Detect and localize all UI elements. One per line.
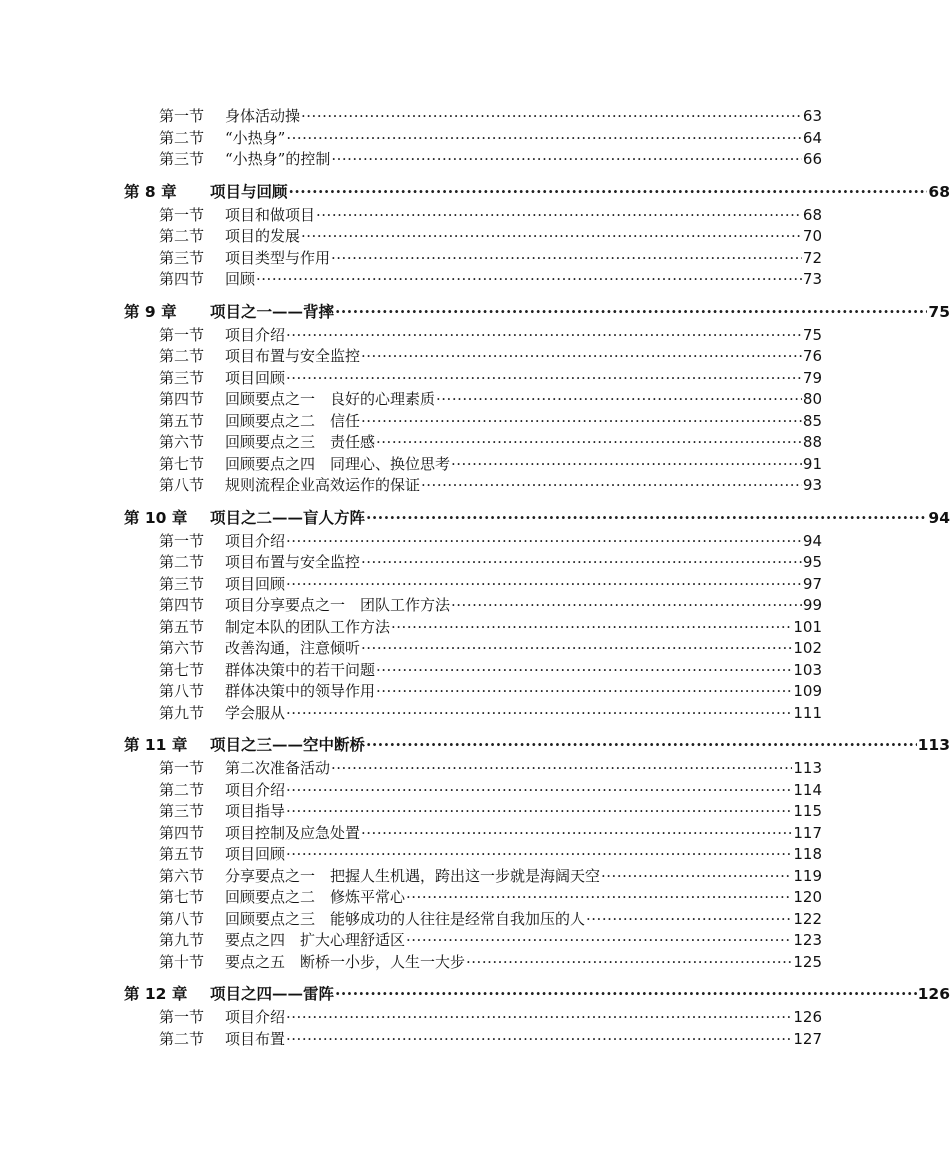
toc-section-entry[interactable] [159,638,822,660]
section-page-number: 118 [793,845,822,863]
section-title: 项目指导 [225,802,286,820]
toc-section-entry[interactable] [159,1029,822,1051]
section-number: 第二节 [159,128,205,147]
section-page-number: 119 [793,866,822,885]
dot-leader [286,574,802,596]
toc-section-entry[interactable] [159,801,822,823]
toc-section-entry[interactable] [159,454,822,476]
section-page-number: 94 [802,531,822,550]
toc-chapter-entry[interactable] [124,981,950,1007]
chapter-page-number: 94 [928,508,950,527]
section-number: 第六节 [159,866,205,885]
dot-leader [466,952,792,974]
section-number: 第四节 [159,596,205,614]
section-number: 第七节 [159,660,205,679]
toc-section-entry[interactable] [159,531,822,553]
chapter-number: 第 10 章 [124,508,188,527]
chapter-number: 第 11 章 [124,736,188,754]
chapter-page-number: 68 [928,182,950,201]
dot-leader [286,844,792,866]
dot-leader [361,823,792,845]
dot-leader [301,226,802,248]
toc-section-entry[interactable] [159,758,822,780]
toc-section-entry[interactable] [159,149,822,171]
dot-leader [286,128,802,150]
toc-group [0,179,950,291]
toc-section-entry[interactable] [159,823,822,845]
section-number: 第五节 [159,617,205,636]
section-page-number: 113 [793,759,822,777]
section-number: 第三节 [159,368,205,387]
section-page-number: 101 [793,617,822,636]
section-title: 项目介绍 [225,1008,286,1026]
toc-section-entry[interactable] [159,660,822,682]
dot-leader [301,106,802,128]
section-title: 项目和做项目 [225,205,316,224]
toc-section-entry[interactable] [159,368,822,390]
section-number: 第十节 [159,952,205,971]
section-number: 第三节 [159,802,205,820]
toc-section-entry[interactable] [159,681,822,703]
toc-group [0,299,950,497]
section-page-number: 103 [793,660,822,679]
section-number: 第三节 [159,574,205,593]
toc-section-entry[interactable] [159,844,822,866]
section-title: 项目的发展 [225,227,301,245]
toc-section-entry[interactable] [159,205,822,227]
toc-section-entry[interactable] [159,475,822,497]
dot-leader [286,325,802,347]
toc-group [0,981,950,1050]
section-number: 第八节 [159,682,205,700]
section-number: 第二节 [159,553,205,571]
section-title: 改善沟通，注意倾听 [225,639,361,657]
dot-leader [451,595,802,617]
section-title: 回顾要点之二 修炼平常心 [225,888,406,906]
table-of-contents [0,106,950,1050]
section-number: 第七节 [159,888,205,906]
toc-section-entry[interactable] [159,106,822,128]
dot-leader [601,866,792,888]
section-number: 第四节 [159,823,205,842]
section-page-number: 72 [802,248,822,267]
section-page-number: 123 [793,931,822,949]
toc-group [0,106,950,171]
toc-section-entry[interactable] [159,552,822,574]
toc-section-entry[interactable] [159,574,822,596]
toc-section-entry[interactable] [159,866,822,888]
section-number: 第二节 [159,347,205,365]
toc-section-entry[interactable] [159,952,822,974]
chapter-page-number: 113 [917,736,950,754]
section-title: “小热身”的控制 [225,150,331,168]
section-page-number: 75 [802,325,822,344]
section-page-number: 79 [802,368,822,387]
section-page-number: 127 [793,1029,822,1048]
toc-section-entry[interactable] [159,909,822,931]
section-page-number: 66 [802,150,822,168]
toc-section-entry[interactable] [159,389,822,411]
dot-leader [286,780,792,802]
dot-leader [361,346,802,368]
toc-section-entry[interactable] [159,128,822,150]
section-page-number: 64 [802,128,822,147]
chapter-title: 项目之二——盲人方阵 [210,507,366,527]
section-title: 项目控制及应急处置 [225,823,361,842]
chapter-title: 项目之一——背摔 [210,301,335,321]
section-page-number: 117 [793,823,822,842]
toc-section-entry[interactable] [159,780,822,802]
chapter-title: 项目与回顾 [210,181,288,201]
section-page-number: 97 [802,574,822,593]
section-page-number: 76 [802,347,822,365]
dot-leader [366,505,927,531]
section-title: 回顾要点之二 信任 [225,411,361,430]
toc-section-entry[interactable] [159,1007,822,1029]
dot-leader [376,681,792,703]
dot-leader [361,638,792,660]
section-title: “小热身” [225,128,286,147]
dot-leader [316,205,802,227]
toc-group [0,505,950,725]
section-number: 第一节 [159,107,205,125]
section-number: 第四节 [159,270,205,288]
section-number: 第七节 [159,454,205,473]
section-title: 第二次准备活动 [225,759,331,777]
section-title: 项目布置与安全监控 [225,347,361,365]
section-page-number: 68 [802,205,822,224]
section-title: 回顾要点之四 同理心、换位思考 [225,454,451,473]
section-title: 项目介绍 [225,531,286,550]
dot-leader [286,368,802,390]
dot-leader [436,389,802,411]
section-title: 项目布置与安全监控 [225,553,361,571]
section-title: 制定本队的团队工作方法 [225,617,391,636]
dot-leader [331,758,792,780]
section-number: 第四节 [159,390,205,408]
section-title: 项目类型与作用 [225,248,331,267]
section-number: 第六节 [159,639,205,657]
section-number: 第八节 [159,476,205,494]
section-page-number: 111 [793,703,822,722]
section-title: 群体决策中的若干问题 [225,660,376,679]
section-title: 群体决策中的领导作用 [225,682,376,700]
section-number: 第五节 [159,845,205,863]
section-page-number: 115 [793,802,822,820]
toc-section-entry[interactable] [159,248,822,270]
toc-chapter-entry[interactable] [124,299,950,325]
section-title: 学会服从 [225,703,286,722]
section-number: 第二节 [159,1029,205,1048]
chapter-page-number: 75 [928,302,950,321]
section-page-number: 63 [802,107,822,125]
toc-group [0,732,950,973]
chapter-number: 第 12 章 [124,985,188,1003]
toc-section-entry[interactable] [159,887,822,909]
dot-leader [391,617,792,639]
dot-leader [331,149,802,171]
toc-section-entry[interactable] [159,432,822,454]
section-page-number: 102 [793,639,822,657]
section-title: 项目回顾 [225,574,286,593]
dot-leader [286,801,792,823]
toc-section-entry[interactable] [159,703,822,725]
section-title: 回顾要点之三 能够成功的人往往是经常自我加压的人 [225,909,586,928]
toc-section-entry[interactable] [159,595,822,617]
toc-section-entry[interactable] [159,346,822,368]
section-page-number: 85 [802,411,822,430]
section-number: 第一节 [159,1008,205,1026]
dot-leader [256,269,802,291]
toc-section-entry[interactable] [159,269,822,291]
section-page-number: 109 [793,682,822,700]
dot-leader [406,930,792,952]
section-title: 项目介绍 [225,325,286,344]
chapter-page-number: 126 [917,985,950,1003]
section-title: 回顾要点之三 责任感 [225,433,376,451]
section-number: 第三节 [159,150,205,168]
section-page-number: 95 [802,553,822,571]
section-number: 第一节 [159,325,205,344]
chapter-title: 项目之三——空中断桥 [210,735,366,754]
dot-leader [451,454,802,476]
section-title: 项目布置 [225,1029,286,1048]
dot-leader [366,732,917,758]
dot-leader [376,660,792,682]
section-page-number: 125 [793,952,822,971]
dot-leader [331,248,802,270]
dot-leader [335,299,927,325]
toc-section-entry[interactable] [159,325,822,347]
section-page-number: 114 [793,780,822,799]
dot-leader [286,531,802,553]
section-page-number: 88 [802,433,822,451]
chapter-title: 项目之四——雷阵 [210,984,335,1003]
section-title: 规则流程企业高效运作的保证 [225,476,421,494]
toc-chapter-entry[interactable] [124,732,950,758]
toc-chapter-entry[interactable] [124,505,950,531]
dot-leader [586,909,792,931]
dot-leader [289,179,928,205]
section-page-number: 126 [793,1008,822,1026]
section-title: 回顾 [225,270,256,288]
dot-leader [286,703,792,725]
dot-leader [361,552,802,574]
section-number: 第八节 [159,909,205,928]
section-page-number: 122 [793,909,822,928]
dot-leader [406,887,792,909]
dot-leader [335,981,917,1007]
section-title: 要点之四 扩大心理舒适区 [225,931,406,949]
dot-leader [286,1007,792,1029]
section-number: 第九节 [159,703,205,722]
section-title: 要点之五 断桥一小步，人生一大步 [225,952,466,971]
section-title: 身体活动操 [225,107,301,125]
chapter-number: 第 8 章 [124,182,177,201]
dot-leader [286,1029,792,1051]
section-number: 第六节 [159,433,205,451]
section-title: 项目介绍 [225,780,286,799]
section-page-number: 99 [802,596,822,614]
toc-section-entry[interactable] [159,930,822,952]
section-number: 第二节 [159,227,205,245]
section-title: 分享要点之一 把握人生机遇，跨出这一步就是海阔天空 [225,866,601,885]
section-number: 第三节 [159,248,205,267]
section-number: 第二节 [159,780,205,799]
dot-leader [421,475,802,497]
dot-leader [376,432,802,454]
section-page-number: 91 [802,454,822,473]
section-page-number: 120 [793,888,822,906]
section-page-number: 73 [802,270,822,288]
section-page-number: 93 [802,476,822,494]
section-page-number: 80 [802,390,822,408]
section-title: 项目分享要点之一 团队工作方法 [225,596,451,614]
toc-section-entry[interactable] [159,226,822,248]
section-page-number: 70 [802,227,822,245]
section-number: 第一节 [159,205,205,224]
toc-section-entry[interactable] [159,411,822,433]
chapter-number: 第 9 章 [124,302,177,321]
dot-leader [361,411,802,433]
section-title: 项目回顾 [225,368,286,387]
section-number: 第一节 [159,759,205,777]
section-title: 项目回顾 [225,845,286,863]
section-number: 第一节 [159,531,205,550]
section-number: 第九节 [159,931,205,949]
section-number: 第五节 [159,411,205,430]
section-title: 回顾要点之一 良好的心理素质 [225,390,436,408]
toc-section-entry[interactable] [159,617,822,639]
toc-chapter-entry[interactable] [124,179,950,205]
